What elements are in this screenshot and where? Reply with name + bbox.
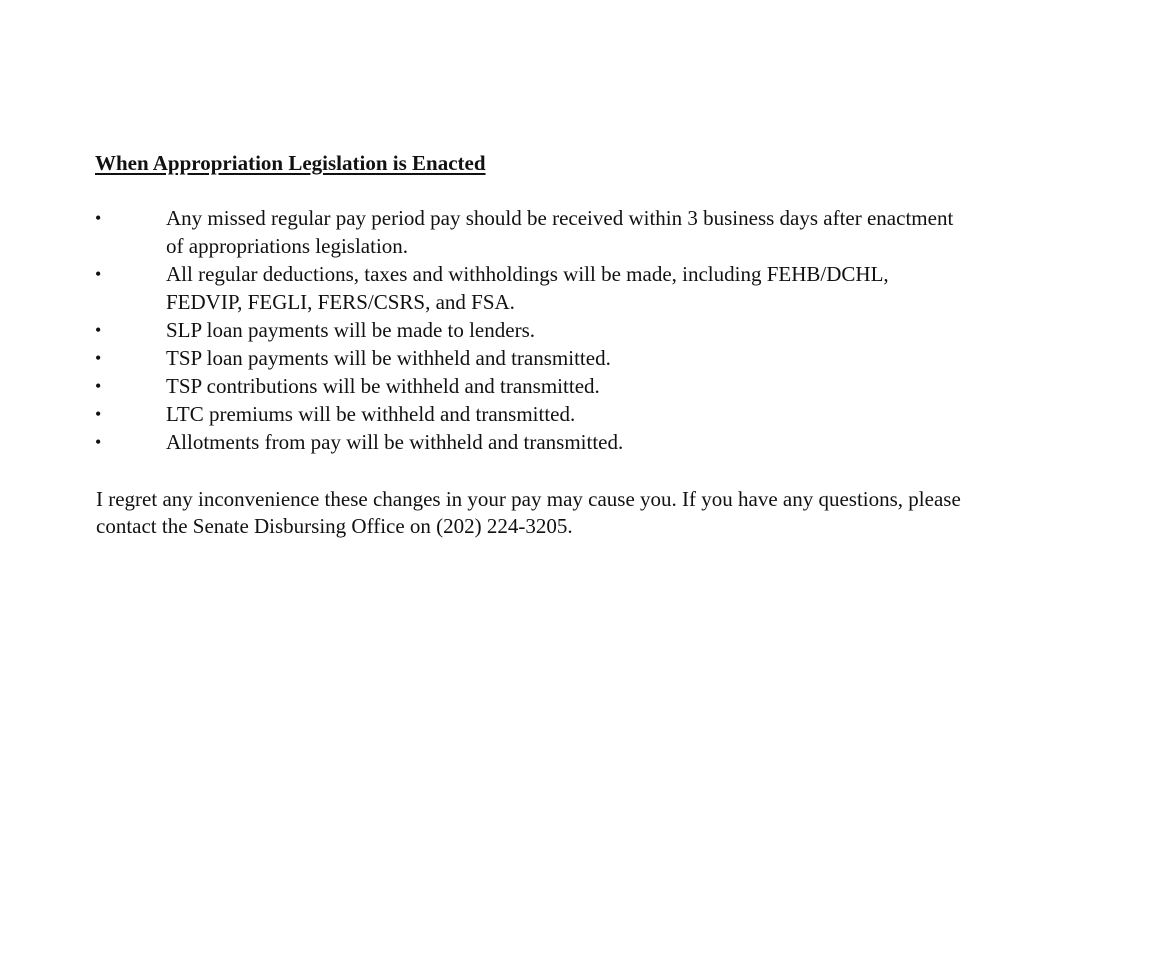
bullet-icon: • bbox=[95, 320, 102, 340]
closing-paragraph: I regret any inconvenience these changes in your pay may cause you. If you have any questions, please contact the Senate Disbursing Office on (202) 224-3205. bbox=[96, 487, 961, 538]
bullet-list bbox=[90, 204, 1090, 456]
list-item bbox=[90, 372, 1090, 400]
list-item bbox=[90, 260, 1090, 316]
list-item bbox=[90, 344, 1090, 372]
bullet-icon: • bbox=[95, 208, 102, 228]
list-item bbox=[90, 316, 1090, 344]
section-heading: When Appropriation Legislation is Enacted bbox=[95, 151, 486, 175]
list-item-text: SLP loan payments will be made to lenders. bbox=[166, 318, 535, 342]
list-item bbox=[90, 204, 1090, 260]
list-item-text: LTC premiums will be withheld and transmitted. bbox=[166, 402, 576, 426]
list-item-text: TSP loan payments will be withheld and transmitted. bbox=[166, 346, 611, 370]
bullet-icon: • bbox=[95, 432, 102, 452]
list-item-text: Any missed regular pay period pay should be received within 3 business days after enactment of appropriations legislation. bbox=[166, 206, 954, 258]
bullet-icon: • bbox=[95, 376, 102, 396]
bullet-icon: • bbox=[95, 404, 102, 424]
list-item bbox=[90, 400, 1090, 428]
bullet-icon: • bbox=[95, 348, 102, 368]
bullet-icon: • bbox=[95, 264, 102, 284]
list-item-text: TSP contributions will be withheld and transmitted. bbox=[166, 374, 600, 398]
list-item-text: All regular deductions, taxes and withholdings will be made, including FEHB/DCHL, FEDVIP, FEGLI, FERS/CSRS, and FSA. bbox=[166, 262, 889, 314]
list-item bbox=[90, 428, 1090, 456]
list-item-text: Allotments from pay will be withheld and transmitted. bbox=[166, 430, 624, 454]
